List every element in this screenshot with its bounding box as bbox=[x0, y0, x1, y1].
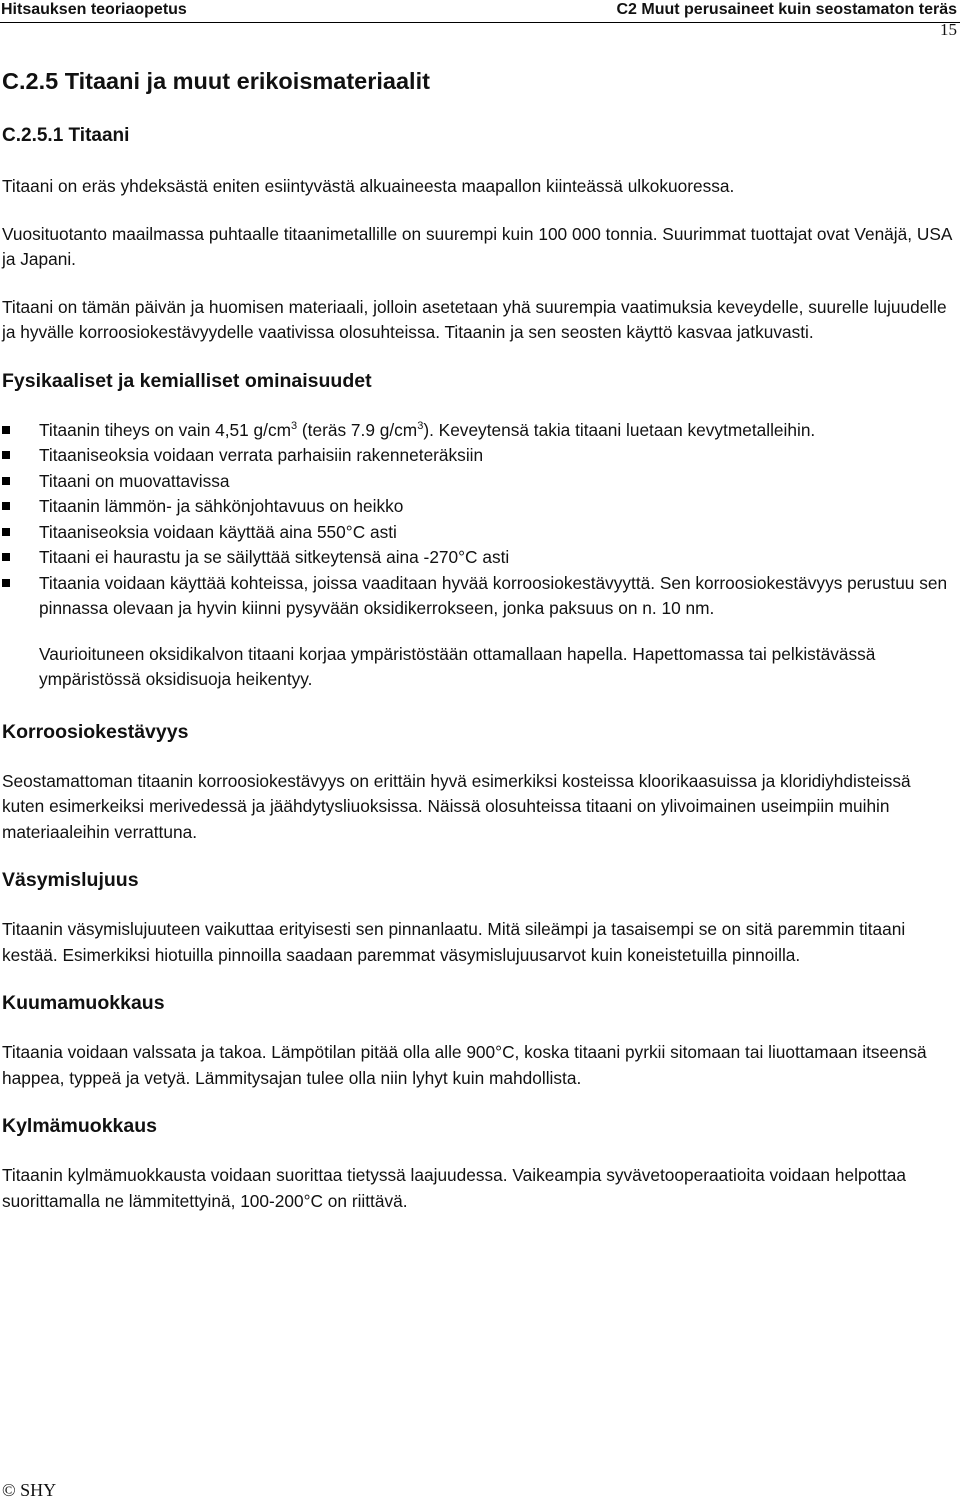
list-item: Titaania voidaan käyttää kohteissa, joissa vaaditaan hyvää korroosiokestävyyttä. Sen korroosiokestävyys perustuu sen pinnassa olevaan ja hyvin kiinni pysyvään oksidikerrokseen, jonka paksuus on n. 10 nm. bbox=[2, 571, 957, 622]
bullet-icon bbox=[2, 451, 10, 459]
header-right: C2 Muut perusaineet kuin seostamaton teräs bbox=[616, 1, 957, 18]
subsection-title: C.2.5.1 Titaani bbox=[2, 125, 130, 146]
oxide-note: Vaurioituneen oksidikalvon titaani korjaa ympäristöstään ottamallaan hapella. Hapettomassa tai pelkistävässä ympäristössä oksidisuoja heikentyy. bbox=[39, 643, 876, 689]
hot-working-heading: Kuumamuokkaus bbox=[2, 992, 165, 1014]
section-title: C.2.5 Titaani ja muut erikoismateriaalit bbox=[2, 68, 430, 94]
hot-working-text: Titaania voidaan valssata ja takoa. Lämpötilan pitää olla alle 900°C, koska titaani pyrkii sitomaan tai liuottamaan itseensä happea, typpeä ja vetyä. Lämmitysajan tulee olla niin lyhyt kuin mahdollista. bbox=[2, 1042, 927, 1088]
page-content bbox=[2, 66, 957, 1236]
header-left: Hitsauksen teoriaopetus bbox=[1, 1, 187, 18]
list-item: Titaani on muovattavissa bbox=[2, 469, 957, 495]
bullet-icon bbox=[2, 502, 10, 510]
list-item: Titaanin tiheys on vain 4,51 $g/cm^3$ (teräs 7.9 $g/cm^3$). Keveytensä takia titaani luetaan kevytmetalleihin. bbox=[2, 418, 957, 444]
properties-heading: Fysikaaliset ja kemialliset ominaisuudet bbox=[2, 369, 372, 392]
intro-paragraph-2: Vuosituotanto maailmassa puhtaalle titaanimetallille on suurempi kuin 100 000 tonnia. Suurimmat tuottajat ovat Venäjä, USA ja Japani. bbox=[2, 223, 952, 269]
corrosion-text: Seostamattoman titaanin korroosiokestävyys on erittäin hyvä esimerkiksi kosteissa kloorikaasuissa ja kloridiyhdisteissä kuten esimerkeiksi merivedessä ja jäähdytysliuoksissa. Näissä olosuhteissa titaani on ylivoimainen useimpiin muihin materiaaleihin verrattuna. bbox=[2, 770, 911, 842]
fatigue-heading: Väsymislujuus bbox=[2, 869, 139, 891]
header-rule bbox=[0, 22, 960, 23]
list-item: Titaanin lämmön- ja sähkönjohtavuus on heikko bbox=[2, 494, 957, 520]
intro-paragraph-3: Titaani on tämän päivän ja huomisen materiaali, jolloin asetetaan yhä suurempia vaatimuksia keveydelle, suurelle lujuudelle ja hyvälle korroosiokestävyydelle vaativissa olosuhteissa. Titaanin ja sen seosten käyttö kasvaa jatkuvasti. bbox=[2, 296, 947, 342]
page-number: 15 bbox=[940, 20, 957, 39]
bullet-icon bbox=[2, 477, 10, 485]
bullet-icon bbox=[2, 426, 10, 434]
list-item: Titaaniseoksia voidaan käyttää aina 550°C asti bbox=[2, 520, 957, 546]
properties-list bbox=[2, 418, 957, 622]
footer-copyright: © SHY bbox=[2, 1480, 57, 1500]
bullet-icon bbox=[2, 579, 10, 587]
cold-working-heading: Kylmämuokkaus bbox=[2, 1115, 157, 1137]
cold-working-text: Titaanin kylmämuokkausta voidaan suorittaa tietyssä laajuudessa. Vaikeampia syvävetooperaatioita voidaan helpottaa suorittamalla ne lämmitettyinä, 100-200°C on riittävä. bbox=[2, 1165, 906, 1211]
list-item: Titaaniseoksia voidaan verrata parhaisiin rakenneteräksiin bbox=[2, 443, 957, 469]
bullet-icon bbox=[2, 553, 10, 561]
intro-paragraph-1: Titaani on eräs yhdeksästä eniten esiintyvästä alkuaineesta maapallon kiinteässä ulkokuoressa. bbox=[2, 176, 735, 196]
bullet-icon bbox=[2, 528, 10, 536]
list-item: Titaani ei haurastu ja se säilyttää sitkeytensä aina -270°C asti bbox=[2, 545, 957, 571]
corrosion-heading: Korroosiokestävyys bbox=[2, 720, 189, 743]
fatigue-text: Titaanin väsymislujuuteen vaikuttaa erityisesti sen pinnanlaatu. Mitä sileämpi ja tasaisempi se on sitä paremmin titaani kestää. Esimerkiksi hiotuilla pinnoilla saadaan paremmat väsymislujuusarvot kuin koneistetuilla pinnoilla. bbox=[2, 919, 906, 965]
